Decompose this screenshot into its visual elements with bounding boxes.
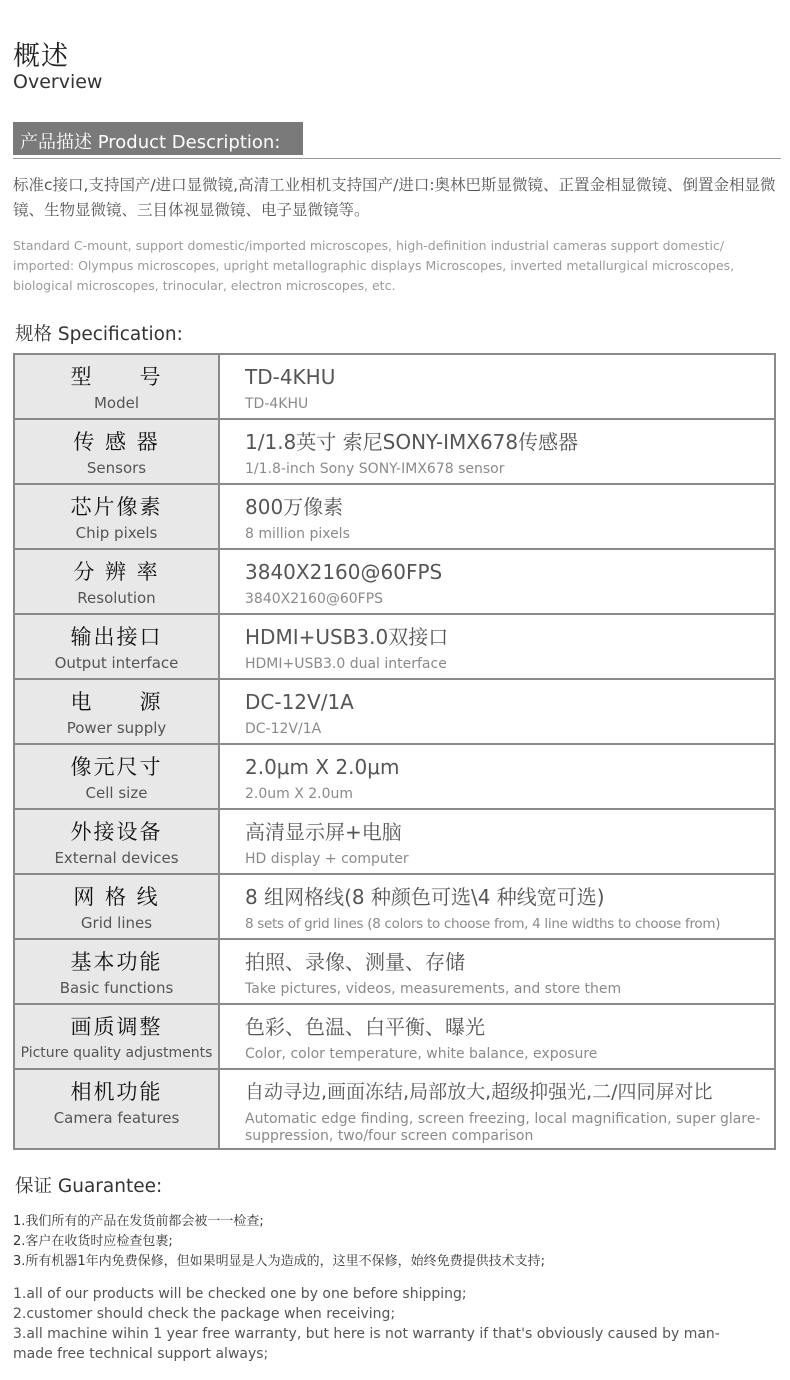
spec-label-zh: 相机功能	[70, 1080, 163, 1104]
spec-value-cell	[219, 809, 775, 874]
spec-value-zh: 色彩、色温、白平衡、曝光	[245, 1015, 485, 1039]
spec-value-cell	[219, 939, 775, 1004]
spec-value-cell	[219, 679, 775, 744]
spec-label-en: Output interface	[54, 654, 179, 672]
spec-value-cell	[219, 614, 775, 679]
spec-value-en: Take pictures, videos, measurements, and store them	[245, 981, 622, 997]
spec-value-en: 2.0um X 2.0um	[245, 786, 354, 802]
spec-value-en: TD-4KHU	[245, 396, 309, 412]
spec-value-en: Automatic edge finding, screen freezing, local magnification, super glare-suppression, two/four screen comparison	[245, 1111, 761, 1144]
spec-label-zh: 芯片像素	[70, 495, 163, 519]
specification-title: 规格 Specification:	[15, 324, 183, 345]
spec-value-zh: 3840X2160@60FPS	[245, 560, 443, 584]
list-item: 2.customer should check the package when receiving;	[13, 1306, 396, 1322]
spec-value-en: DC-12V/1A	[245, 721, 322, 737]
table-row	[14, 419, 775, 484]
spec-value-en: Color, color temperature, white balance, exposure	[245, 1046, 598, 1062]
spec-value-cell	[219, 744, 775, 809]
overview-title-zh: 概述	[13, 41, 69, 72]
spec-value-zh: 800万像素	[245, 495, 344, 519]
table-row	[14, 614, 775, 679]
spec-value-cell	[219, 419, 775, 484]
table-row	[14, 549, 775, 614]
guarantee-title: 保证 Guarantee:	[15, 1176, 163, 1197]
table-row	[14, 1004, 775, 1069]
spec-value-en: 1/1.8-inch Sony SONY-IMX678 sensor	[245, 461, 505, 477]
spec-label-cell	[14, 549, 219, 614]
spec-label-en: Power supply	[66, 719, 167, 737]
spec-label-zh: 画质调整	[70, 1015, 163, 1039]
spec-label-zh: 基本功能	[70, 950, 163, 974]
list-item: 3.all machine wihin 1 year free warranty, but here is not warranty if that's obviously caused by man-made free technical support always;	[13, 1326, 720, 1362]
spec-value-zh: TD-4KHU	[245, 365, 336, 389]
spec-value-en: 8 million pixels	[245, 526, 350, 542]
spec-value-cell	[219, 1004, 775, 1069]
table-row	[14, 679, 775, 744]
spec-label-en: Camera features	[53, 1109, 180, 1127]
table-row	[14, 744, 775, 809]
spec-value-zh: DC-12V/1A	[245, 690, 354, 714]
table-row	[14, 1069, 775, 1149]
spec-label-cell	[14, 419, 219, 484]
spec-value-en: 8 sets of grid lines (8 colors to choose from, 4 line widths to choose from)	[245, 916, 721, 932]
guarantee-list-en	[13, 1284, 783, 1364]
spec-value-en: HDMI+USB3.0 dual interface	[245, 656, 447, 672]
spec-label-en: Basic functions	[59, 979, 174, 997]
spec-label-en: Chip pixels	[75, 524, 158, 542]
spec-value-zh: 8 组网格线(8 种颜色可选\4 种线宽可选)	[245, 885, 605, 909]
spec-value-cell	[219, 549, 775, 614]
spec-label-cell	[14, 1069, 219, 1149]
spec-label-cell	[14, 614, 219, 679]
description-heading: 产品描述 Product Description:	[20, 132, 281, 153]
table-row	[14, 939, 775, 1004]
spec-value-en: 3840X2160@60FPS	[245, 591, 384, 607]
list-item: 1.all of our products will be checked one by one before shipping;	[13, 1286, 467, 1302]
spec-value-zh: 高清显示屏+电脑	[245, 820, 402, 844]
spec-label-en: Grid lines	[80, 914, 153, 932]
spec-label-cell	[14, 354, 219, 419]
list-item: 2.客户在收货时应检查包裹;	[13, 1234, 173, 1249]
spec-value-cell	[219, 354, 775, 419]
spec-value-zh: HDMI+USB3.0双接口	[245, 625, 449, 649]
spec-value-zh: 1/1.8英寸 索尼SONY-IMX678传感器	[245, 430, 579, 454]
spec-label-en: Cell size	[85, 784, 148, 802]
list-item: 1.我们所有的产品在发货前都会被一一检查;	[13, 1214, 264, 1229]
description-text-en: Standard C-mount, support domestic/imported microscopes, high-definition industrial cameras support domestic/ imported: Olympus microscopes, upright metallographic displays Microscopes, inverted metallurgical microscopes, biological microscopes, trinocular, electron microscopes, etc.	[13, 238, 735, 293]
spec-value-zh: 2.0μm X 2.0μm	[245, 755, 400, 779]
spec-label-cell	[14, 809, 219, 874]
spec-label-en: External devices	[54, 849, 179, 867]
table-row	[14, 874, 775, 939]
table-row	[14, 484, 775, 549]
spec-label-en: Resolution	[77, 589, 156, 607]
spec-label-zh: 输出接口	[70, 625, 163, 649]
table-row	[14, 354, 775, 419]
spec-label-zh: 分 辨 率	[73, 560, 160, 584]
specification-table	[13, 353, 776, 1150]
table-row	[14, 809, 775, 874]
spec-value-cell	[219, 874, 775, 939]
spec-label-cell	[14, 939, 219, 1004]
spec-label-zh: 型 号	[70, 365, 163, 389]
spec-label-zh: 电 源	[70, 690, 163, 714]
spec-label-cell	[14, 874, 219, 939]
spec-label-en: Picture quality adjustments	[20, 1045, 213, 1061]
spec-label-en: Model	[93, 394, 140, 412]
guarantee-list-zh	[13, 1212, 783, 1272]
spec-value-cell	[219, 484, 775, 549]
spec-label-zh: 传 感 器	[73, 430, 160, 454]
spec-label-cell	[14, 679, 219, 744]
spec-label-zh: 外接设备	[70, 820, 163, 844]
description-divider	[13, 158, 781, 159]
spec-label-zh: 像元尺寸	[70, 755, 163, 779]
list-item: 3.所有机器1年内免费保修，但如果明显是人为造成的，这里不保修，始终免费提供技术支持;	[13, 1254, 546, 1269]
description-text-zh: 标准c接口,支持国产/进口显微镜,高清工业相机支持国产/进口:奥林巴斯显微镜、正置金相显微镜、倒置金相显微镜、生物显微镜、三目体视显微镜、电子显微镜等。	[13, 176, 776, 219]
spec-label-cell	[14, 744, 219, 809]
spec-label-en: Sensors	[86, 459, 147, 477]
spec-label-cell	[14, 1004, 219, 1069]
spec-value-en: HD display + computer	[245, 851, 409, 867]
spec-value-zh: 自动寻边,画面冻结,局部放大,超级抑强光,二/四同屏对比	[245, 1081, 713, 1103]
spec-value-cell	[219, 1069, 775, 1149]
overview-title-en: Overview	[13, 71, 103, 93]
spec-label-cell	[14, 484, 219, 549]
spec-label-zh: 网 格 线	[73, 885, 160, 909]
spec-value-zh: 拍照、录像、测量、存储	[245, 950, 465, 974]
